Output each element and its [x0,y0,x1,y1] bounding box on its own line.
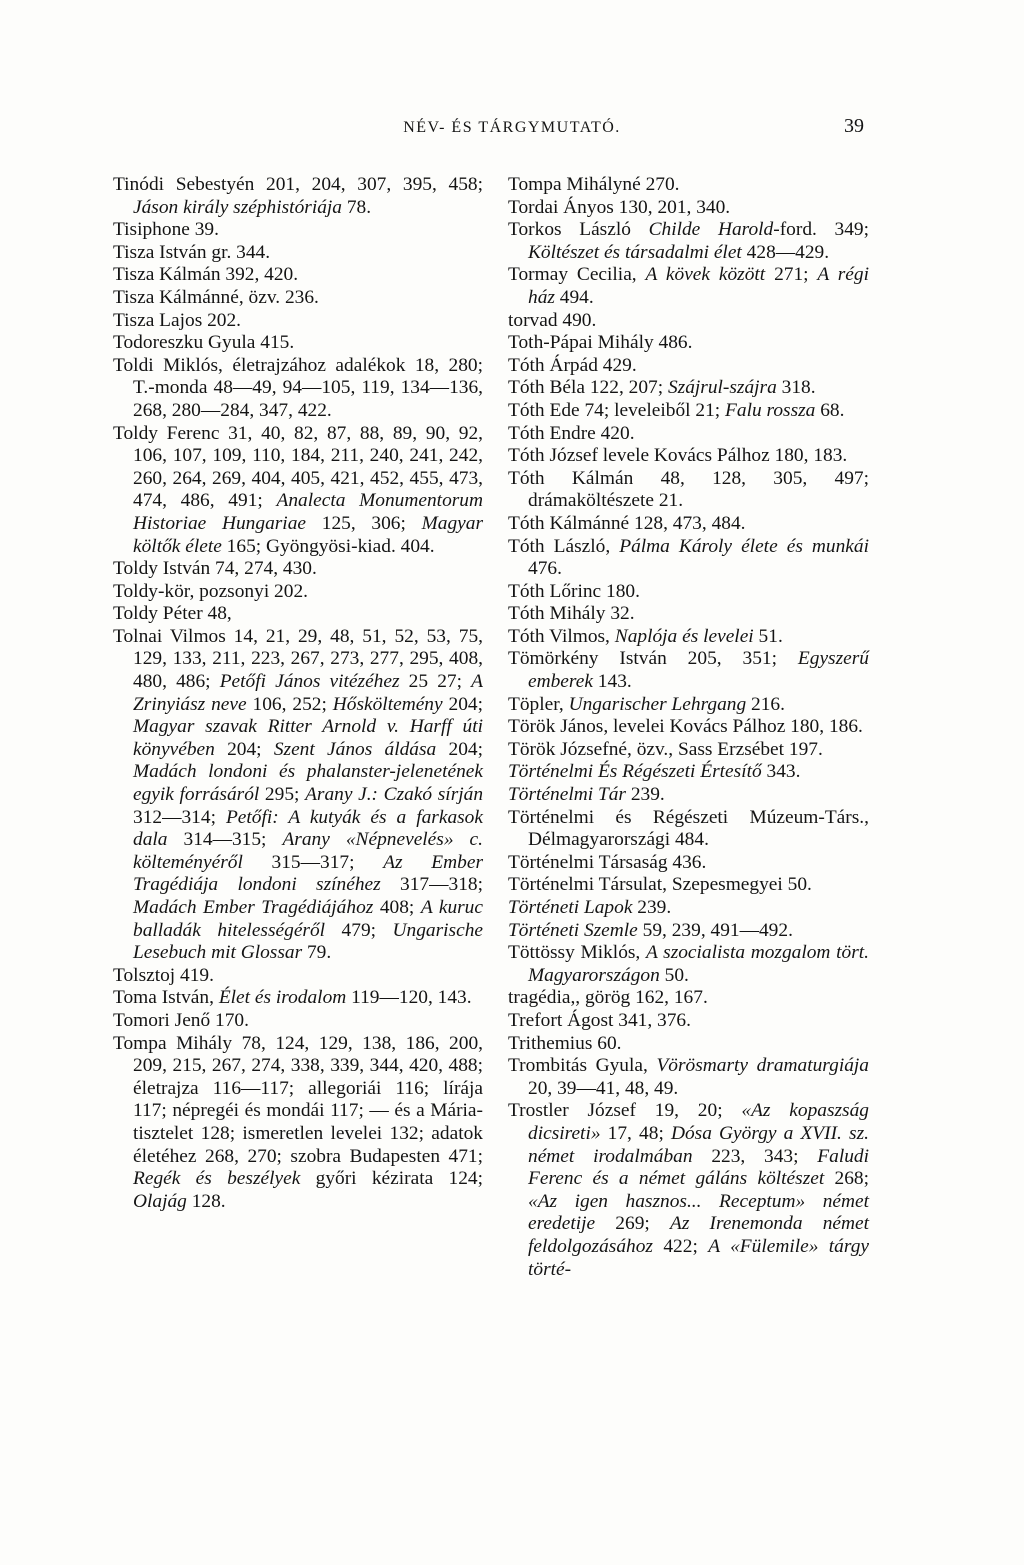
index-entry: Tordai Ányos 130, 201, 340. [508,196,731,218]
index-entry: Trefort Ágost 341, 376. [508,1009,691,1031]
index-entry: Tóth Vilmos, Naplója és levelei 51. [508,625,783,647]
index-entry: Todoreszku Gyula 415. [113,332,295,354]
index-entry: Tolnai Vilmos 14, 21, 29, 48, 51, 52, 53, 75, 129, 133, 211, 223, 267, 273, 277, 295, 408, 480, 486; Petőfi János vitézéhez 25 27; A Zrinyiász neve 106, 252; Hősköltemény 204; Magyar szavak Ritter Arnold v. Harff úti könyvében 204; Szent János áldása 204; Madách londoni és phalanster-jelenetének egyik forrásáról 295; Arany J.: Czakó sírján 312—314; Petőfi: A kutyák és a farkasok dala 314—315; Arany «Népnevelés» c. költeményéről 315—317; Az Ember Tragédiája londoni színéhez 317—318; Madách Ember Tragédiájához 408; A kuruc balladák hitelességéről 479; Ungarische Lesebuch mit Glossar 79. [113,625,484,964]
index-entry: Tóth Kálmán 48, 128, 305, 497; drámaköltészete 21. [508,467,869,512]
index-entry: Tormay Cecilia, A kövek között 271; A régi ház 494. [508,264,869,308]
index-entry: torvad 490. [508,309,597,331]
index-entry: tragédia,, görög 162, 167. [508,987,708,1009]
index-column-right [508,174,869,1281]
index-entry: Tóth Árpád 429. [508,354,637,376]
index-entry: Toth-Pápai Mihály 486. [508,332,693,354]
index-entry: Történelmi és Régészeti Múzeum-Társ., Délmagyarországi 484. [508,806,869,851]
index-entry: Tóth Lőrinc 180. [508,580,640,602]
index-entry: Torkos László Childe Harold-ford. 349; Költészet és társadalmi élet 428—429. [508,219,869,263]
page-number: 39 [844,115,864,137]
index-entry: Tolsztoj 419. [113,964,214,986]
page-header [0,115,1024,145]
index-entry: Trostler József 19, 20; «Az kopaszság dicsireti» 17, 48; Dósa György a XVII. sz. német irodalmában 223, 343; Faludi Ferenc és a német gáláns költészet 268; «Az igen hasznos... Receptum» német eredetije 269; Az Irenemonda német feldolgozásához 422; A «Fülemile» tárgy törté- [508,1100,869,1280]
index-entry: Toma István, Élet és irodalom 119—120, 143. [113,987,472,1009]
index-entry: Töpler, Ungarischer Lehrgang 216. [508,693,785,715]
index-entry: Tinódi Sebestyén 201, 204, 307, 395, 458; Jáson király széphistóriája 78. [113,174,483,218]
index-entry: Toldy István 74, 274, 430. [113,558,317,580]
index-entry: Tomori Jenő 170. [113,1009,249,1031]
index-entry: Tóth József levele Kovács Pálhoz 180, 183. [508,445,848,467]
index-column-left [113,174,483,1213]
index-entry: Tóth Ede 74; leveleiből 21; Falu rossza 68. [508,399,845,421]
index-entry: Toldy Ferenc 31, 40, 82, 87, 88, 89, 90, 92, 106, 107, 109, 110, 184, 211, 240, 241, 242, 260, 264, 269, 404, 405, 421, 452, 455, 473, 474, 486, 491; Analecta Monumentorum Historiae Hungariae 125, 306; Magyar költők élete 165; Gyöngyösi-kiad. 404. [113,422,484,557]
index-entry: Tóth Kálmánné 128, 473, 484. [508,512,746,534]
index-entry: Tóth Mihály 32. [508,603,635,625]
index-entry: Tompa Mihály 78, 124, 129, 138, 186, 200, 209, 215, 267, 274, 338, 339, 344, 420, 488; életrajza 116—117; allegoriái 116; lírája 117; népregéi és mondái 117; — és a Mária-tisztelet 128; ismeretlen levelei 132; adatok életéhez 268, 270; szobra Budapesten 471; Regék és beszélyek győri kézirata 124; Olajág 128. [113,1032,483,1212]
index-entry: Tömörkény István 205, 351; Egyszerű emberek 143. [508,648,869,693]
index-entry: Történelmi Társaság 436. [508,851,707,873]
index-entry: Tóth Béla 122, 207; Szájrul-szájra 318. [508,377,816,399]
index-entry: Trombitás Gyula, Vörösmarty dramaturgiája 20, 39—41, 48, 49. [508,1055,869,1099]
index-entry: Tompa Mihályné 270. [508,174,680,195]
index-entry: Tisza Kálmán 392, 420. [113,264,299,286]
index-entry: Török János, levelei Kovács Pálhoz 180, 186. [508,716,863,738]
index-entry: Tisza Kálmánné, özv. 236. [113,286,319,308]
index-entry: Tisza István gr. 344. [113,241,271,263]
index-entry: Tóth László, Pálma Károly élete és munkái 476. [508,535,869,580]
index-entry: Történelmi Társulat, Szepesmegyei 50. [508,874,812,896]
index-entry: Történeti Szemle 59, 239, 491—492. [508,919,793,941]
running-title: NÉV- ÉS TÁRGYMUTATÓ. [403,119,621,136]
index-entry: Toldy-kör, pozsonyi 202. [113,580,308,602]
index-entry: Toldi Miklós, életrajzához adalékok 18, 280; T.-monda 48—49, 94—105, 119, 134—136, 268, 280—284, 347, 422. [113,354,483,421]
index-entry: Török Józsefné, özv., Sass Erzsébet 197. [508,738,823,760]
index-entry: Trithemius 60. [508,1032,622,1054]
index-entry: Toldy Péter 48, [113,603,232,625]
index-entry: Történelmi Tár 239. [508,784,665,806]
index-entry: Töttössy Miklós, A szocialista mozgalom tört. Magyarországon 50. [508,942,869,986]
index-entry: Tisza Lajos 202. [113,309,242,331]
index-entry: Tóth Endre 420. [508,422,635,444]
index-entry: Történeti Lapok 239. [508,897,672,918]
index-entry: Történelmi És Régészeti Értesítő 343. [508,761,801,783]
index-entry: Tisiphone 39. [113,219,219,241]
